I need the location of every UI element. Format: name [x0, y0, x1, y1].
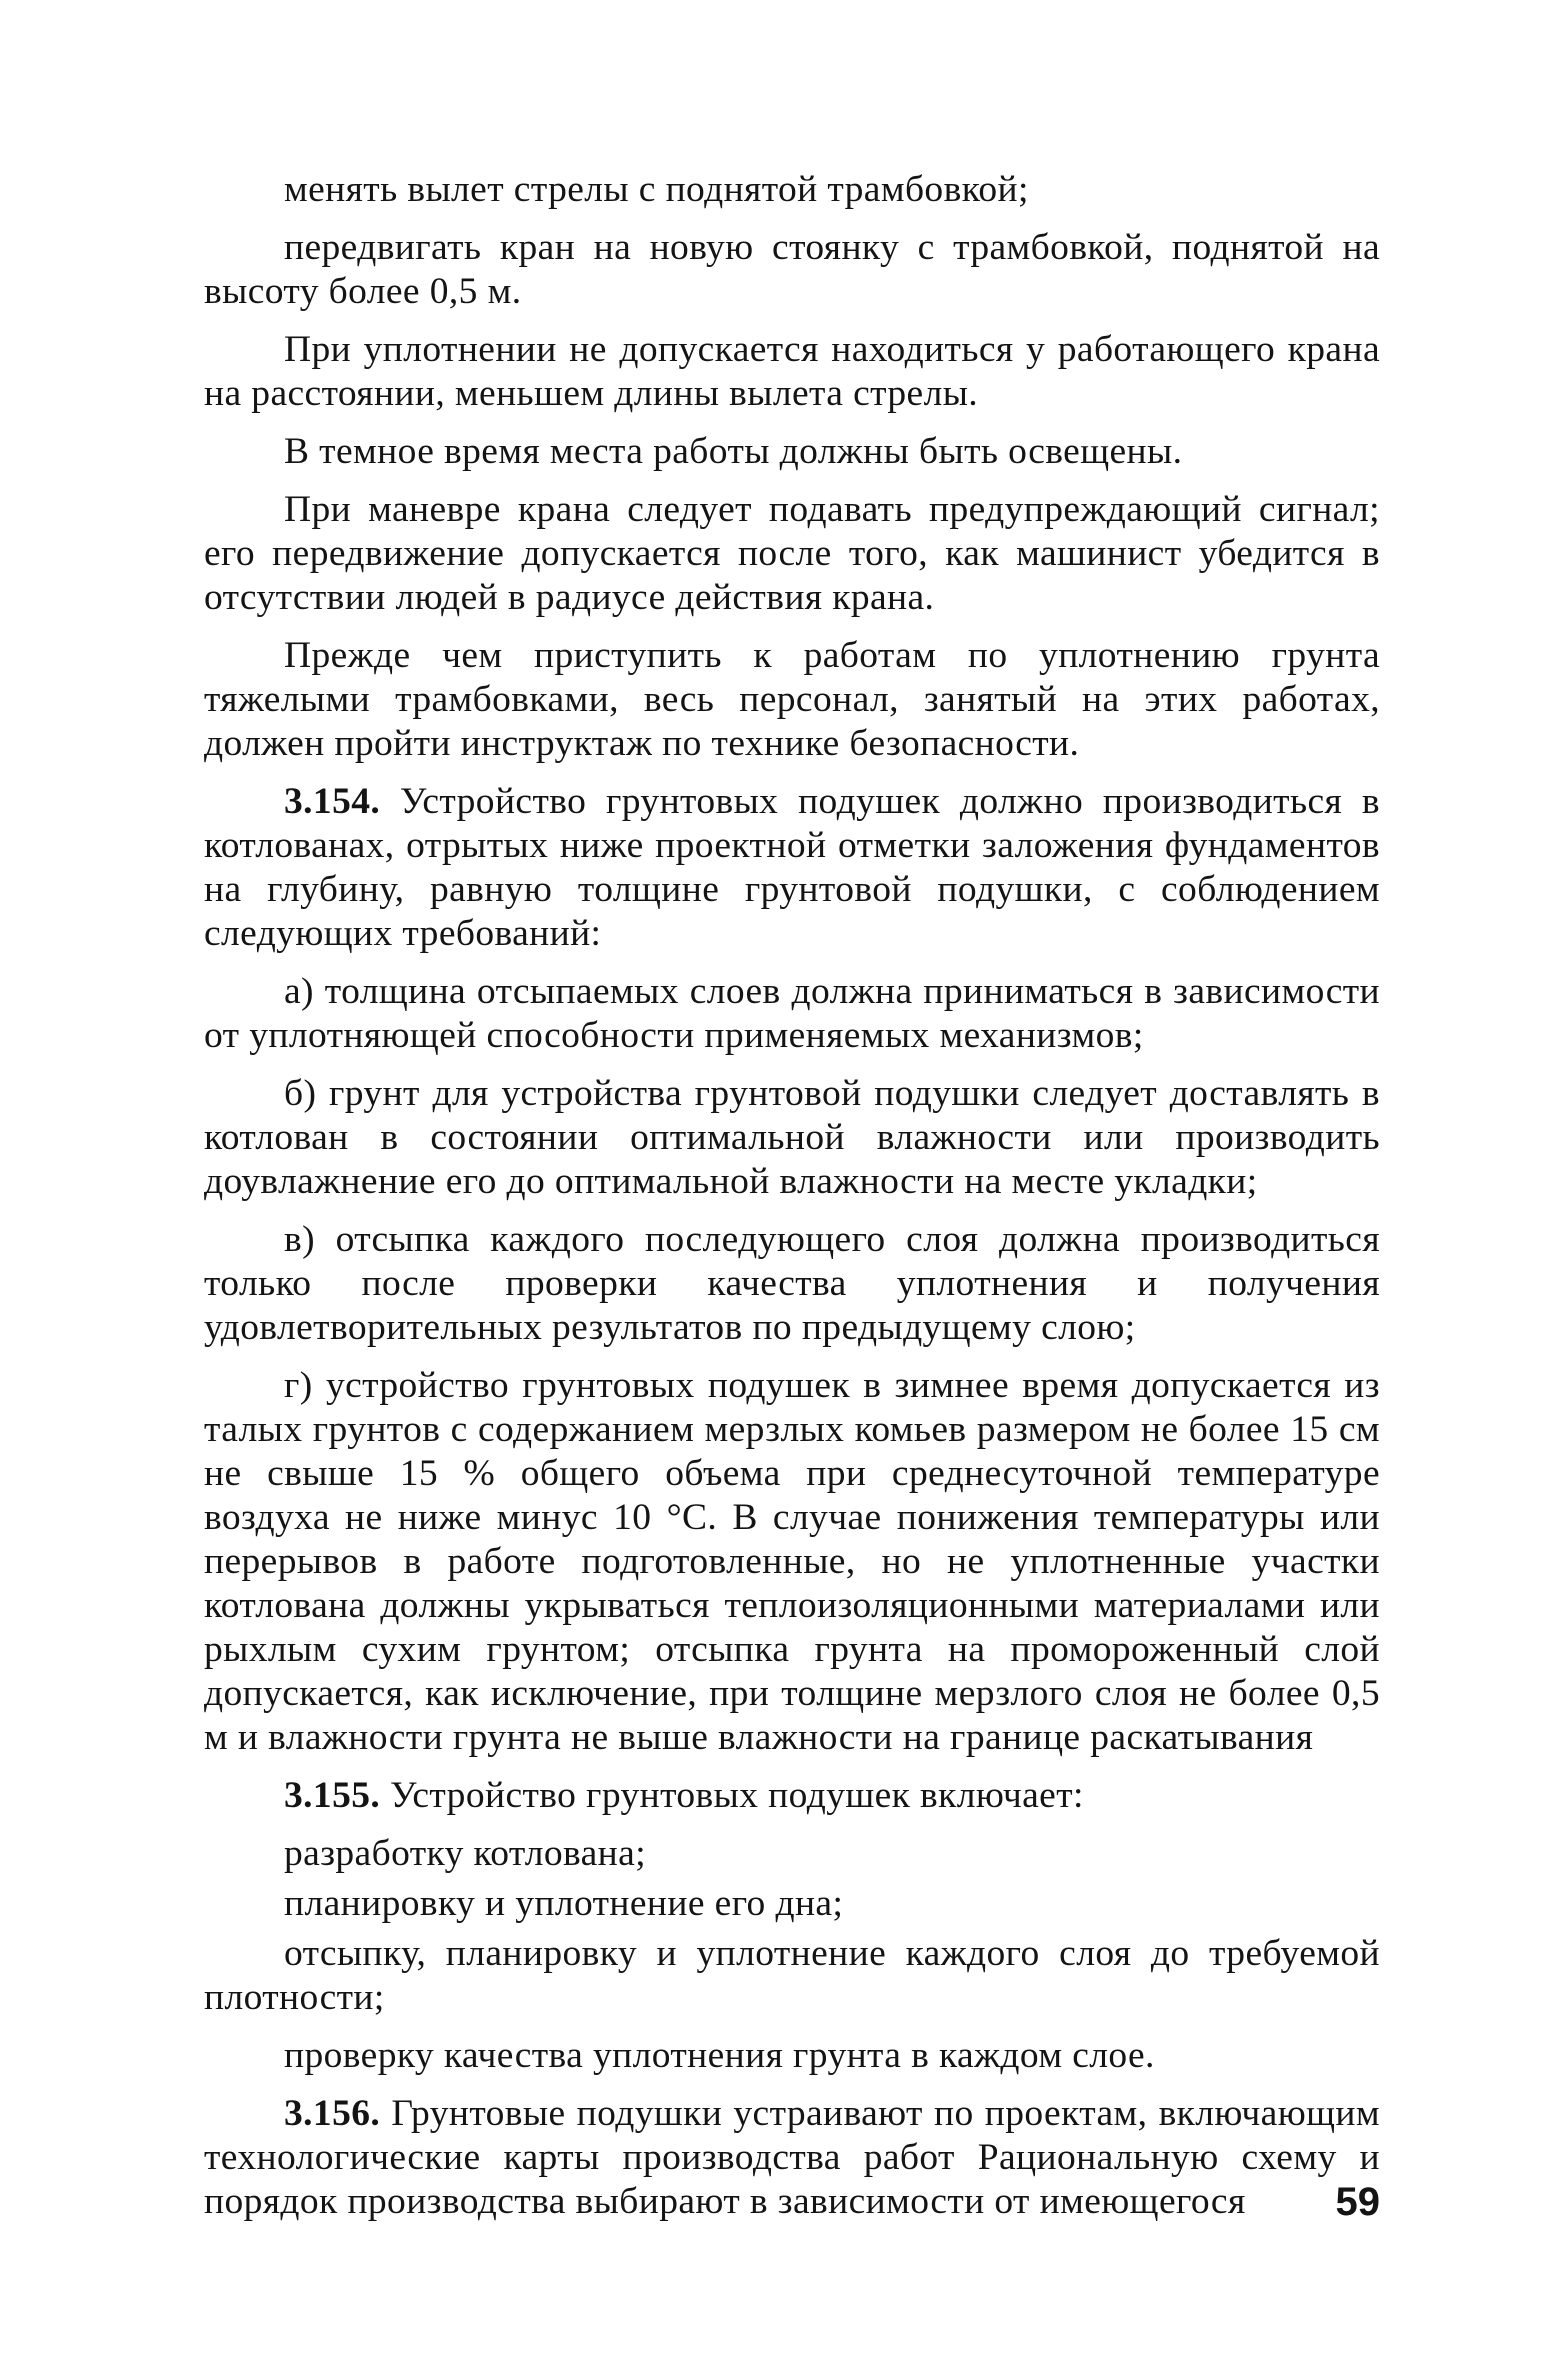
section-number: 3.156. — [284, 2093, 381, 2134]
list-item-2: планировку и уплотнение его дна; — [284, 1883, 844, 1924]
paragraph-1: менять вылет стрелы с поднятой трамбовкой; — [284, 169, 1029, 210]
list-item-4: проверку качества уплотнения грунта в каждом слое. — [284, 2035, 1155, 2076]
section-3-154 — [204, 780, 1380, 956]
list-item-1: разработку котлована; — [284, 1833, 647, 1874]
paragraph-5: При маневре крана следует подавать предупреждающий сигнал; его передвижение допускается после того, как машинист убедится в отсутствии людей в радиусе действия крана. — [204, 489, 1380, 618]
section-number: 3.155. — [284, 1775, 381, 1816]
section-text: Грунтовые подушки устраивают по проектам, включающим технологические карты производства работ Рациональную схему и порядок производства выбирают в зависимости от имеющегося — [204, 2093, 1380, 2222]
page-number: 59 — [1335, 2180, 1380, 2224]
paragraph-3: При уплотнении не допускается находиться у работающего крана на расстоянии, меньшем длины вылета стрелы. — [204, 329, 1380, 414]
paragraph-4: В темное время места работы должны быть освещены. — [284, 431, 1183, 472]
section-text: Устройство грунтовых подушек должно производиться в котлованах, отрытых ниже проектной отметки заложения фундаментов на глубину, равную толщине грунтовой подушки, с соблюдением следующих требований: — [204, 781, 1380, 954]
item-a: а) толщина отсыпаемых слоев должна приниматься в зависимости от уплотняющей способности применяемых механизмов; — [204, 971, 1380, 1056]
item-v: в) отсыпка каждого последующего слоя должна производиться только после проверки качества уплотнения и получения удовлетворительных результатов по предыдущему слою; — [204, 1219, 1380, 1348]
section-3-155 — [204, 1774, 1380, 1818]
paragraph-2: передвигать кран на новую стоянку с трамбовкой, поднятой на высоту более 0,5 м. — [204, 227, 1380, 312]
paragraph-6: Прежде чем приступить к работам по уплотнению грунта тяжелыми трамбовками, весь персонал, занятый на этих работах, должен пройти инструктаж по технике безопасности. — [204, 635, 1380, 764]
item-b: б) грунт для устройства грунтовой подушки следует доставлять в котлован в состоянии оптимальной влажности или производить доувлажнение его до оптимальной влажности на месте укладки; — [204, 1073, 1380, 1202]
section-text: Устройство грунтовых подушек включает: — [389, 1775, 1084, 1816]
page-body — [204, 168, 1380, 2238]
list-item-3: отсыпку, планировку и уплотнение каждого слоя до требуемой плотности; — [204, 1933, 1380, 2018]
item-g: г) устройство грунтовых подушек в зимнее время допускается из талых грунтов с содержанием мерзлых комьев размером не более 15 см не свыше 15 % общего объема при среднесуточной температуре воздуха не ниже минус 10 °С. В случае понижения температуры или перерывов в работе подготовленные, но не уплотненные участки котлована должны укрываться теплоизоляционными материалами или рыхлым сухим грунтом; отсыпка грунта на промороженный слой допускается, как исключение, при толщине мерзлого слоя не более 0,5 м и влажности грунта не выше влажности на границе раскатывания — [204, 1365, 1380, 1758]
section-number: 3.154. — [284, 781, 381, 822]
section-3-156 — [204, 2092, 1380, 2224]
